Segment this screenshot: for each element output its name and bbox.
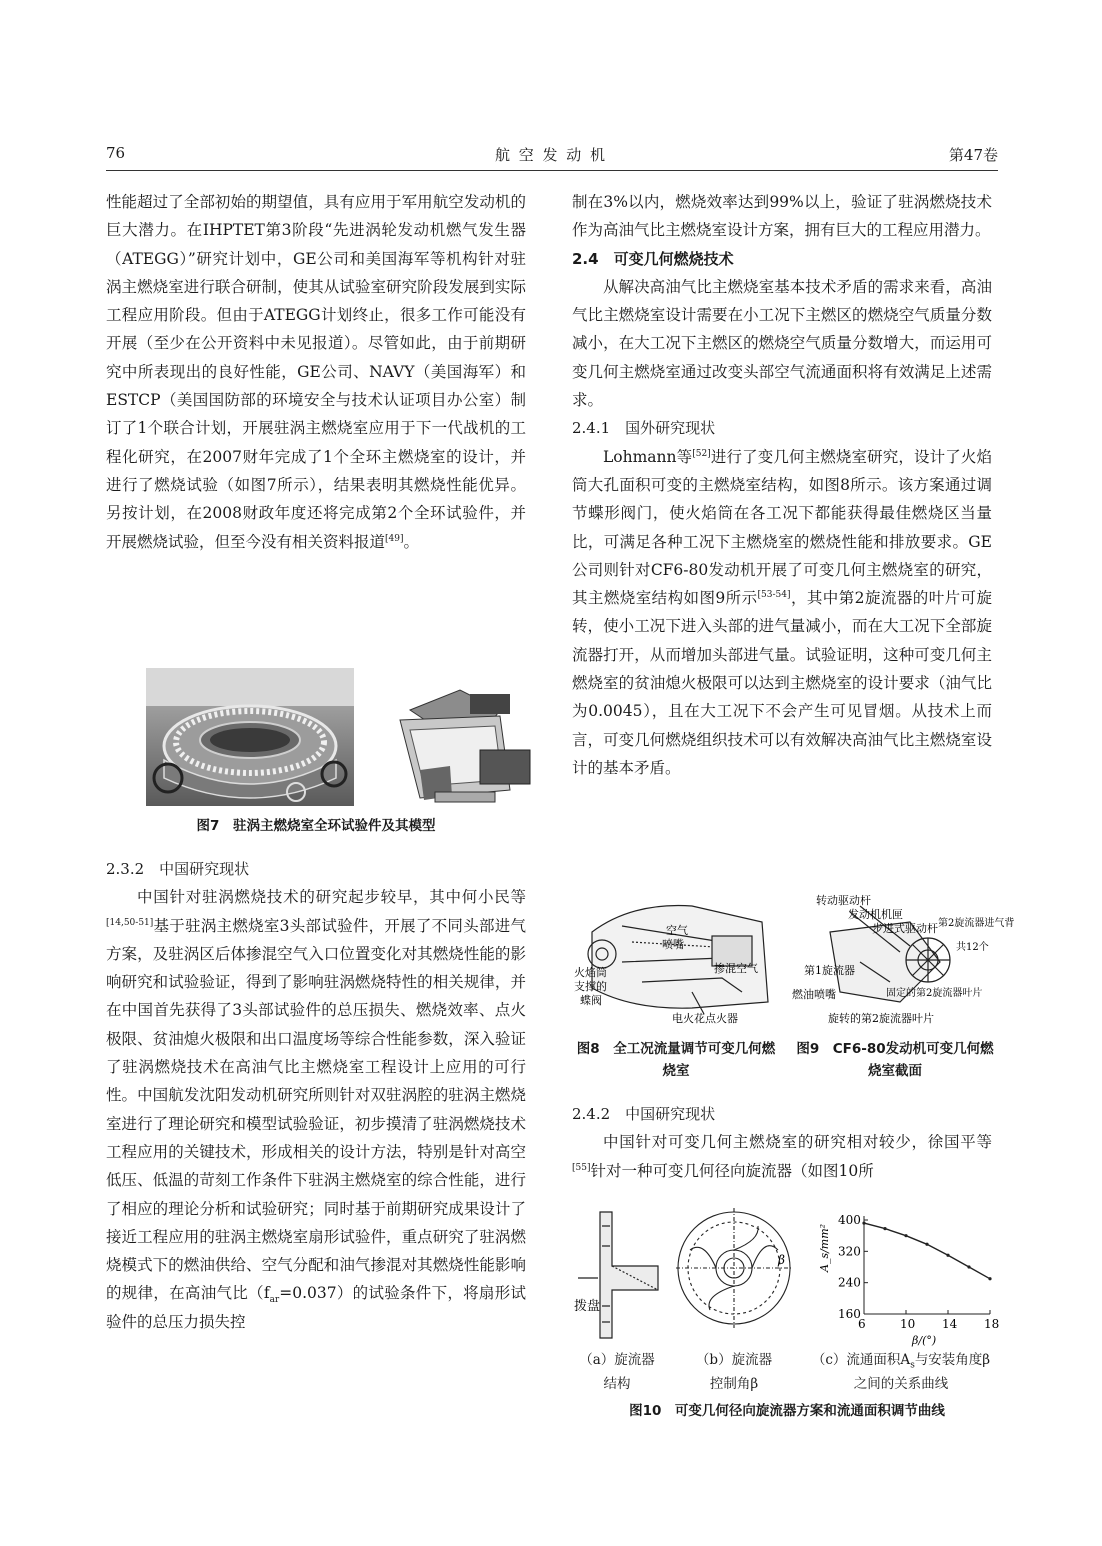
fig8-label: 空气 <box>666 924 688 937</box>
series-line <box>864 1223 990 1279</box>
header-rule <box>106 170 998 171</box>
data-point <box>883 1227 886 1230</box>
citation[interactable]: [14,50-51] <box>106 917 154 928</box>
fig10c-caption: （c）流通面积$A_s$与安装角度β 之间的关系曲线 <box>811 1352 991 1392</box>
section-heading-2-4: 2.4 可变几何燃烧技术 <box>572 249 734 268</box>
fig7-photo <box>146 668 354 806</box>
fig9-label: 燃油喷嘴 <box>792 988 836 1001</box>
right-paragraph-3: 中国针对可变几何主燃烧室的研究相对较少，徐国平等[55]针对一种可变几何径向旋流器（如图10所 <box>572 1133 992 1180</box>
x-tick-label: 6 <box>858 1317 866 1331</box>
citation[interactable]: [55] <box>572 1162 591 1173</box>
data-point <box>904 1234 907 1237</box>
fig8-caption: 图8 全工况流量调节可变几何燃烧室 <box>576 1041 776 1079</box>
y-tick-label: 400 <box>838 1213 861 1227</box>
fig9-caption: 图9 CF6-80发动机可变几何燃烧室截面 <box>796 1041 994 1079</box>
y-axis-label: A_s/mm² <box>818 1223 831 1272</box>
fig9-diagram <box>790 892 1015 1028</box>
fig10a-label: 拨盘 <box>574 1299 601 1314</box>
fig8-label: 支撑的 <box>574 980 607 993</box>
right-paragraph-2: Lohmann等[52]进行了变几何主燃烧室研究，设计了火焰筒大孔面积可变的主燃烧室结构，如图8所示。该方案通过调节蝶形阀门，使火焰筒在各工况下都能获得最佳燃烧区当量比，可满足各种工况下主燃烧室的燃烧性能和排放要求。GE公司则针对CF6-80发动机开展了可变几何主燃烧室的研究，其主燃烧室结构如图9所示[53-54]，其中第2旋流器的叶片可旋转，使小工况下进入头部的进气量减小，而在大工况下全部旋流器打开，从而增加头部进气量。试验证明，这种可变几何主燃烧室的贫油熄火极限可以达到主燃烧室的设计要求（油气比为0.0045），且在大工况下不会产生可见冒烟。从技术上而言，可变几何燃烧组织技术可以有效解决高油气比主燃烧室设计的基本矛盾。 <box>572 447 992 777</box>
fig10c-chart <box>808 1206 1002 1350</box>
fig10a-swirler-structure <box>572 1206 662 1350</box>
fig9-label: 发动机机匣 <box>848 908 903 921</box>
fig7-caption: 图7 驻涡主燃烧室全环试验件及其模型 <box>196 818 436 834</box>
volume-label: 第47卷 <box>948 146 998 164</box>
fig9-label: 固定的第2旋流器叶片 <box>886 988 983 999</box>
citation[interactable]: [53-54] <box>757 590 791 600</box>
data-point <box>946 1254 949 1257</box>
x-axis-label: β/(°) <box>912 1334 937 1347</box>
fig9-label: 第1旋流器 <box>804 964 855 977</box>
right-paragraph-1: 从解决高油气比主燃烧室基本技术矛盾的需求来看，高油气比主燃烧室设计需要在小工况下主燃区的燃烧空气质量分数减小，在大工况下主燃区的燃烧空气质量分数增大，而运用可变几何主燃烧室通过改变头部空气流通面积将有效满足上述需求。 <box>572 277 992 410</box>
x-tick-label: 18 <box>984 1317 1000 1331</box>
fig8-label: 蝶阀 <box>580 994 602 1007</box>
y-tick-label: 160 <box>838 1307 861 1321</box>
fig10b-label: β <box>778 1253 785 1267</box>
fig9-label: 转动驱动杆 <box>816 894 871 907</box>
y-tick-label: 320 <box>838 1244 861 1259</box>
fig8-label: 电火花点火器 <box>672 1012 738 1025</box>
y-tick-label: 240 <box>838 1275 861 1290</box>
right-column <box>572 188 992 782</box>
data-point <box>862 1222 865 1225</box>
section-heading-2-4-1: 2.4.1 国外研究现状 <box>572 419 716 438</box>
journal-title: 航 空 发 动 机 <box>494 146 608 164</box>
fig10b-swirler-control-angle <box>674 1206 794 1350</box>
fig8-label: 掺混空气 <box>714 962 758 975</box>
fig8-diagram <box>572 892 780 1028</box>
section-heading-2-3-2: 2.3.2 中国研究现状 <box>106 860 250 878</box>
fig8-label: 喷嘴 <box>662 938 684 951</box>
right-column-lower <box>572 1100 992 1185</box>
right-paragraph-0: 制在3%以内，燃烧效率达到99%以上，验证了驻涡燃烧技术作为高油气比主燃烧室设计方案，拥有巨大的工程应用潜力。 <box>572 193 992 240</box>
left-column <box>106 188 526 556</box>
fig9-label: 共12个 <box>956 942 989 953</box>
left-paragraph-1: 性能超过了全部初始的期望值，具有应用于军用航空发动机的巨大潜力。在IHPTET第3阶段“先进涡轮发动机燃气发生器（ATEGG）”研究计划中，GE公司和美国海军等机构针对驻涡主燃烧室进行联合研制，使其从试验室研究阶段发展到实际工程应用阶段。但由于ATEGG计划终止，很多工作可能没有开展（至少在公开资料中未见报道）。尽管如此，由于前期研究中所表现出的良好性能，GE公司、NAVY（美国海军）和ESTCP（美国国防部的环境安全与技术认证项目办公室）制订了1个联合计划，开展驻涡主燃烧室应用于下一代战机的工程化研究，在2007财年完成了1个全环主燃烧室的设计，并进行了燃烧试验（如图7所示），结果表明其燃烧性能优异。另按计划，在2008财政年度还将完成第2个全环试验件，并开展燃烧试验，但至今没有相关资料报道[49]。 <box>106 193 526 551</box>
citation[interactable]: [52] <box>692 448 711 459</box>
fig9-label: 步进式驱动杆 <box>872 922 938 935</box>
fig10a-caption: （a）旋流器 结构 <box>579 1352 655 1392</box>
fig9-label: 旋转的第2旋流器叶片 <box>828 1012 934 1025</box>
fig9-label: 第2旋流器进气背 <box>938 918 1015 929</box>
left-column-lower <box>106 855 526 1336</box>
fig8-label: 火焰筒 <box>574 966 607 979</box>
data-point <box>925 1243 928 1246</box>
x-tick-label: 10 <box>900 1317 916 1331</box>
fig10-caption: 图10 可变几何径向旋流器方案和流通面积调节曲线 <box>629 1403 945 1419</box>
fig10b-caption: （b）旋流器 控制角β <box>695 1352 773 1392</box>
data-point <box>967 1265 970 1268</box>
citation[interactable]: [49] <box>385 533 404 544</box>
section-heading-2-4-2: 2.4.2 中国研究现状 <box>572 1105 716 1123</box>
x-tick-label: 14 <box>942 1317 958 1331</box>
data-point <box>988 1277 991 1280</box>
fig7-model <box>380 680 540 806</box>
flow-area-chart <box>808 1206 1002 1350</box>
left-paragraph-2: 中国针对驻涡燃烧技术的研究起步较早，其中何小民等[14,50-51]基于驻涡主燃烧室3头部试验件，开展了不同头部进气方案，及驻涡区后体掺混空气入口位置变化对其燃烧性能的影响研究和试验验证，得到了影响驻涡燃烧特性的相关规律，并在中国首先获得了3头部试验件的总压损失、燃烧效率、点火极限、贫油熄火极限和出口温度场等综合性能参数，深入验证了驻涡燃烧技术在高油气比主燃烧室工程设计上应用的可行性。中国航发沈阳发动机研究所则针对双驻涡腔的驻涡主燃烧室进行了理论研究和模型试验验证，初步摸清了驻涡燃烧技术工程应用的关键技术，形成相关的设计方法，特别是针对高空低压、低温的苛刻工作条件下驻涡主燃烧室的综合性能，进行了相应的理论分析和试验研究；同时基于前期研究成果设计了接近工程应用的驻涡主燃烧室扇形试验件，重点研究了驻涡燃烧模式下的燃油供给、空气分配和油气掺混对其燃烧性能影响的规律，在高油气比$(f_{ar}=0.037)$的试验条件下，将扇形试验件的总压力损失控 <box>106 888 526 1331</box>
page-number: 76 <box>106 144 126 162</box>
